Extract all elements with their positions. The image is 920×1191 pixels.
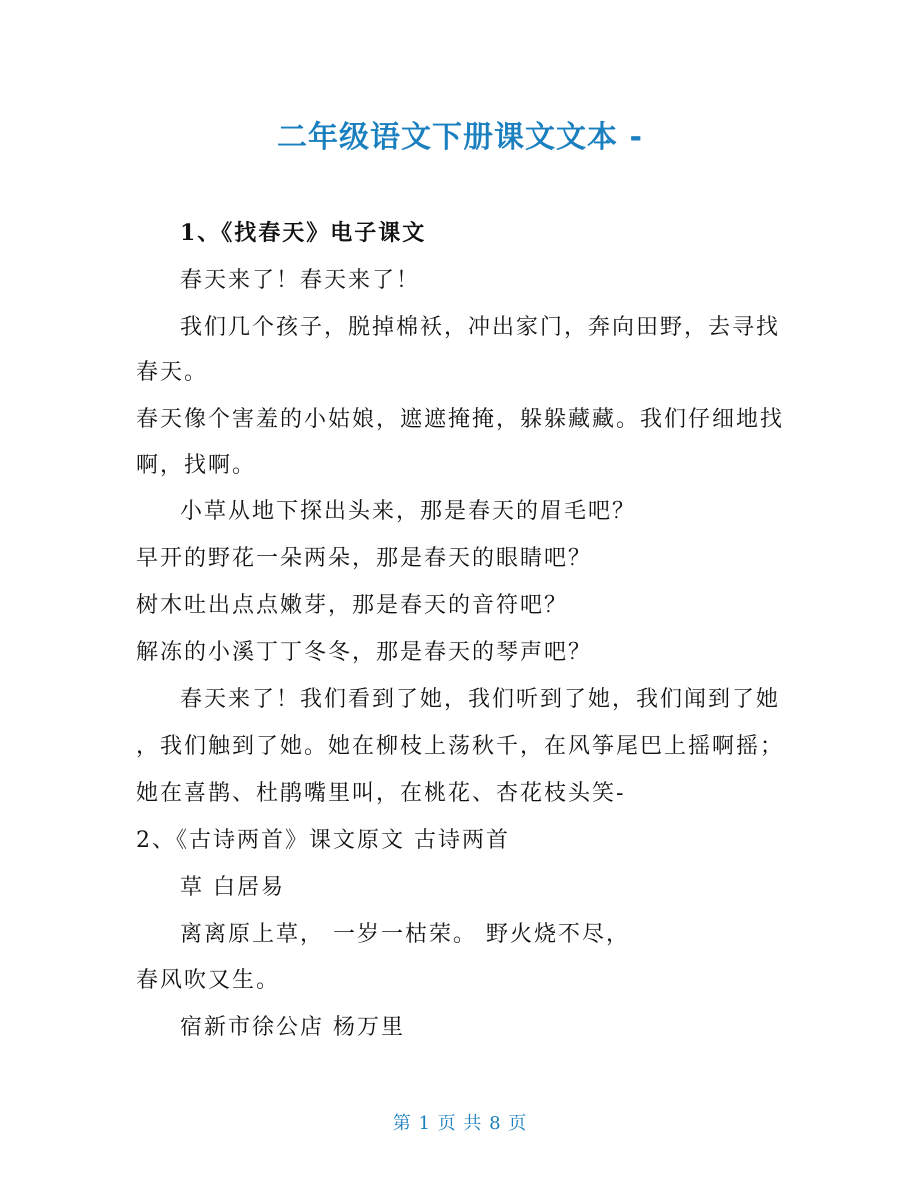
paragraph-line: 春天像个害羞的小姑娘，遮遮掩掩，躲躲藏藏。我们仔细地找: [136, 407, 785, 432]
poem-line: 春风吹又生。: [136, 968, 281, 993]
poem-line: 离离原上草， 一岁一枯荣。 野火烧不尽，: [180, 922, 630, 947]
poem-title: 草 白居易: [180, 875, 285, 900]
paragraph-line: 树木吐出点点嫩芽，那是春天的音符吧？: [136, 593, 569, 618]
section-heading-1: 1、《找春天》电子课文: [180, 220, 427, 246]
paragraph-line: 小草从地下探出头来，那是春天的眉毛吧？: [180, 499, 637, 524]
paragraph-line: 我们几个孩子，脱掉棉袄，冲出家门，奔向田野，去寻找: [180, 315, 781, 340]
page-footer: 第 1 页 共 8 页: [392, 1113, 528, 1134]
page-title: 二年级语文下册课文文本 -: [277, 120, 643, 155]
paragraph-line: 早开的野花一朵两朵，那是春天的眼睛吧？: [136, 546, 593, 571]
paragraph-line: 啊，找啊。: [136, 453, 257, 478]
paragraph-line: 春天来了！我们看到了她，我们听到了她，我们闻到了她: [180, 687, 781, 712]
paragraph-line: ，我们触到了她。她在柳枝上荡秋千，在风筝尾巴上摇啊摇；: [136, 734, 785, 759]
section-heading-2: 2、《古诗两首》课文原文 古诗两首: [136, 828, 510, 853]
poem-title: 宿新市徐公店 杨万里: [180, 1015, 405, 1040]
paragraph-line: 春天来了！春天来了！: [180, 268, 421, 293]
paragraph-line: 她在喜鹊、杜鹃嘴里叫，在桃花、杏花枝头笑-: [136, 781, 626, 806]
paragraph-line: 春天。: [136, 360, 209, 385]
paragraph-line: 解冻的小溪丁丁冬冬，那是春天的琴声吧？: [136, 640, 593, 665]
